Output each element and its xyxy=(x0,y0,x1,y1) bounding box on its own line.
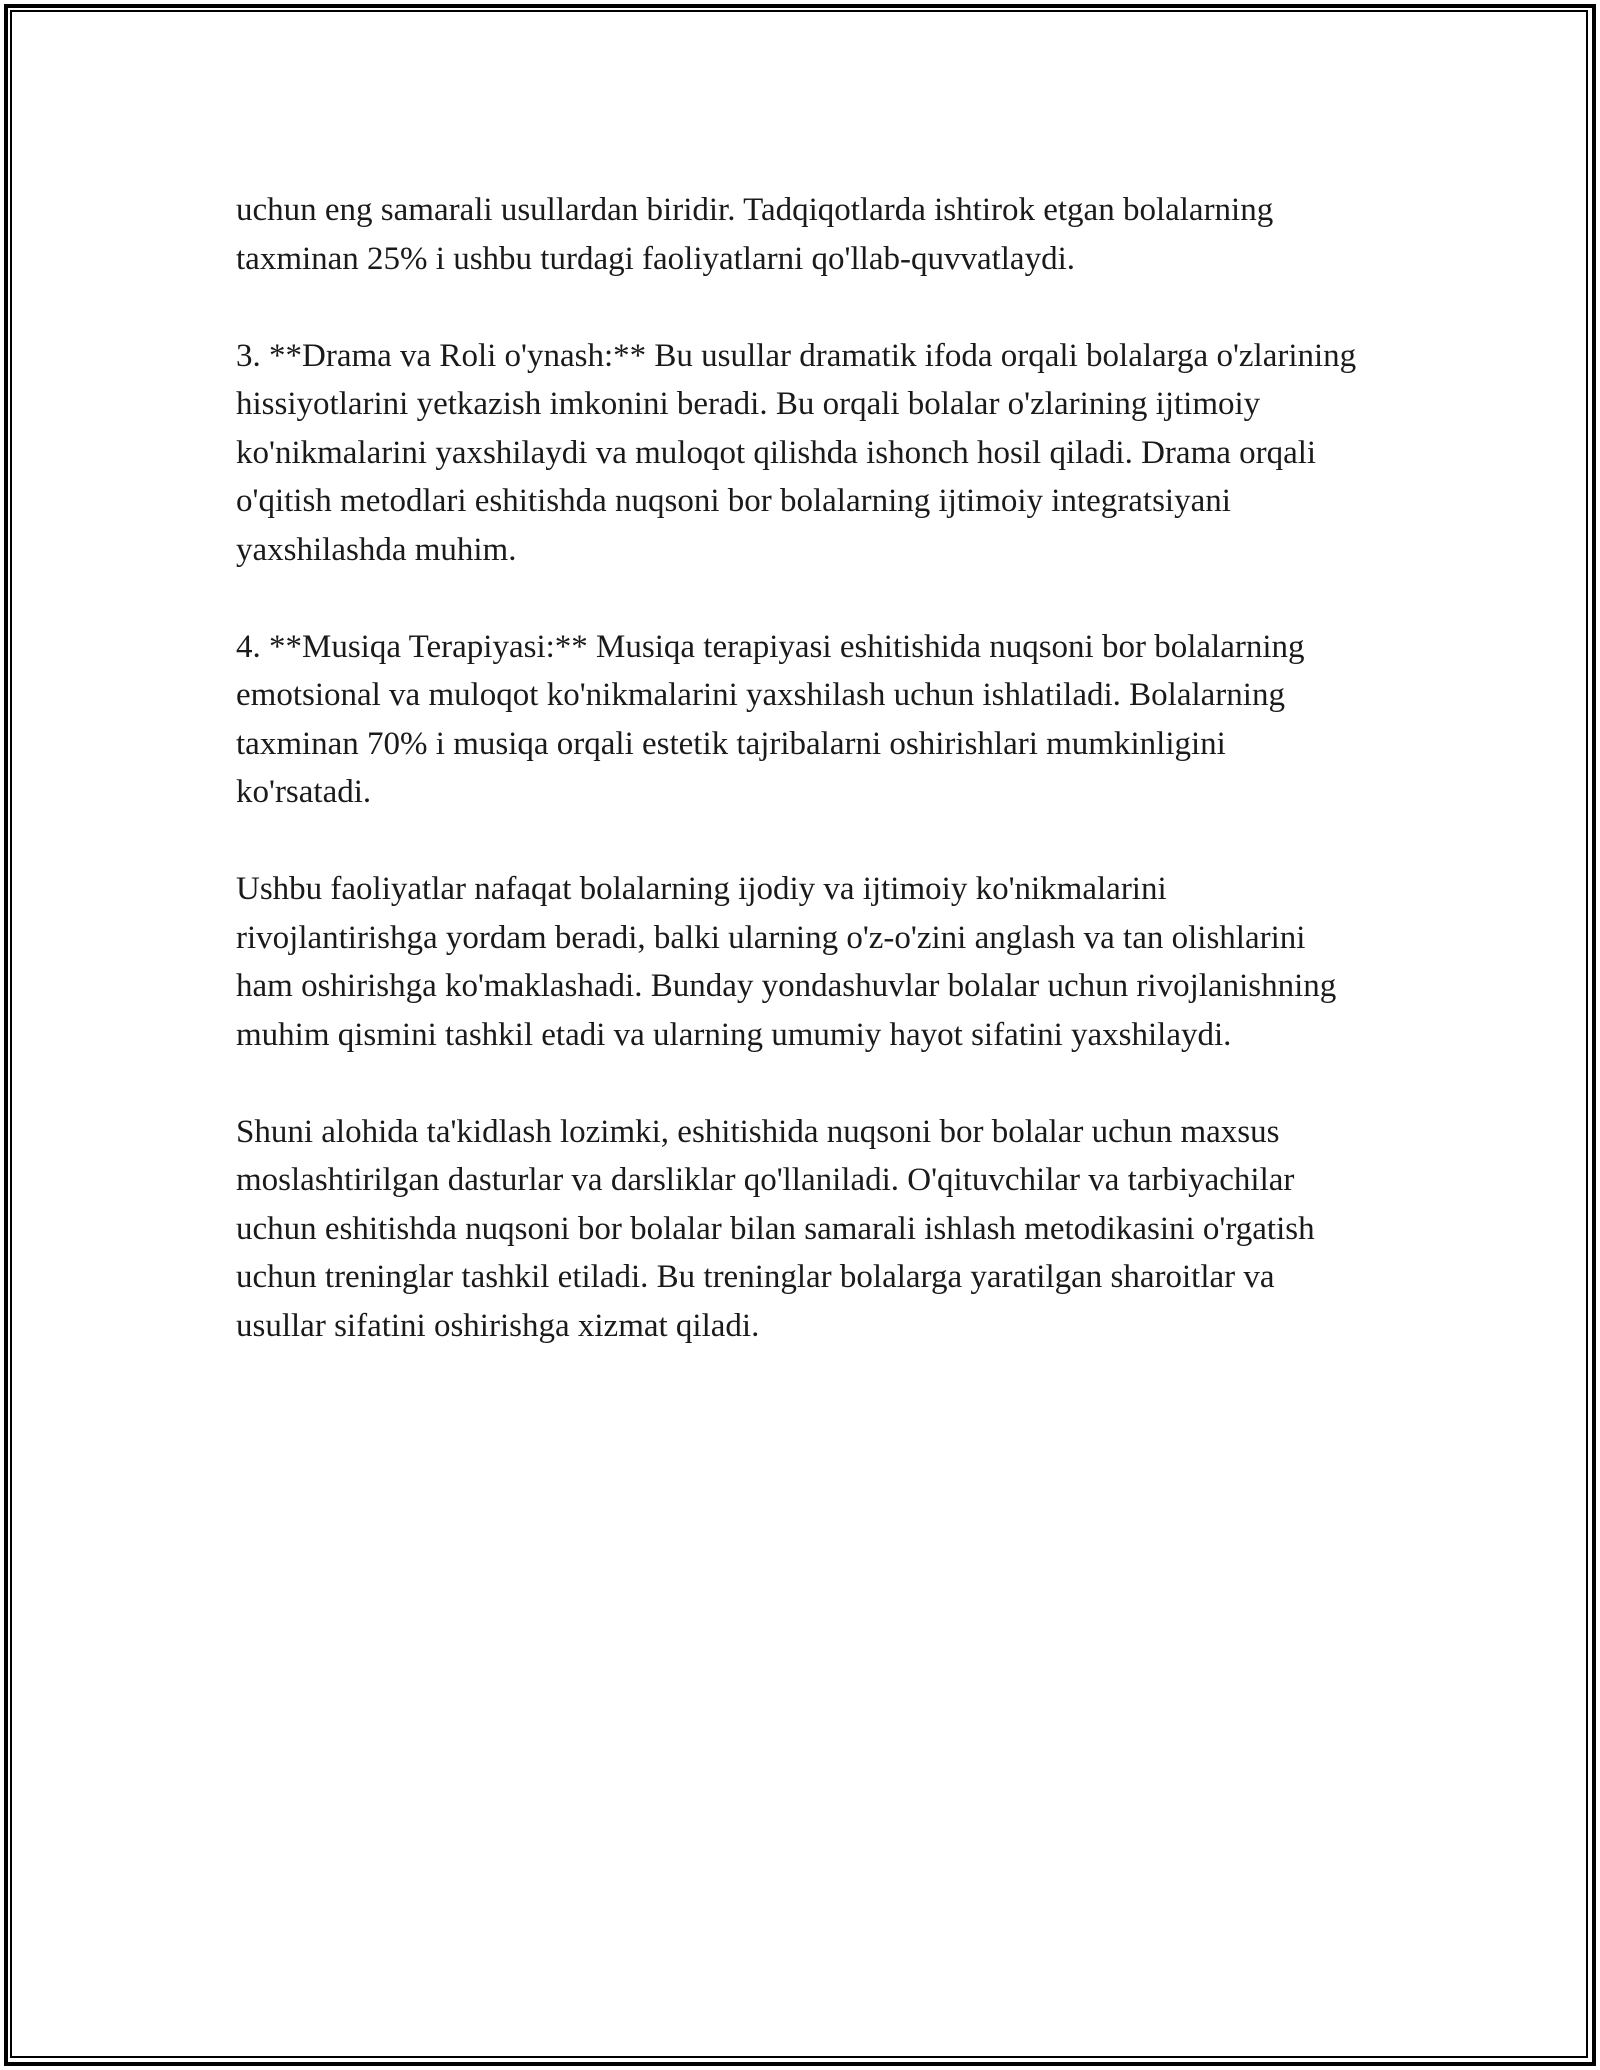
paragraph-music-therapy: 4. **Musiqa Terapiyasi:** Musiqa terapiyasi eshitishida nuqsoni bor bolalarning emotsional va muloqot ko'nikmalarini yaxshilash uchun ishlatiladi. Bolalarning taxminan 70% i musiqa orqali estetik tajribalarni oshirishlari mumkinligini ko'rsatadi. xyxy=(236,628,1305,810)
paragraph-intro-continuation: uchun eng samarali usullardan biridir. Tadqiqotlarda ishtirok etgan bolalarning taxminan 25% i ushbu turdagi faoliyatlarni qo'llab-quvvatlaydi. xyxy=(236,192,1274,277)
document-body xyxy=(236,186,1366,1399)
paragraph-activities-benefits: Ushbu faoliyatlar nafaqat bolalarning ijodiy va ijtimoiy ko'nikmalarini rivojlantirishga yordam beradi, balki ularning o'z-o'zini anglash va tan olishlarini ham oshirishga ko'maklashadi. Bunday yondashuvlar bolalar uchun rivojlanishning muhim qismini tashkil etadi va ularning umumiy hayot sifatini yaxshilaydi. xyxy=(236,871,1337,1053)
paragraph-special-programs: Shuni alohida ta'kidlash lozimki, eshitishida nuqsoni bor bolalar uchun maxsus moslashtirilgan dasturlar va darsliklar qo'llaniladi. O'qituvchilar va tarbiyachilar uchun eshitishda nuqsoni bor bolalar bilan samarali ishlash metodikasini o'rgatish uchun treninglar tashkil etiladi. Bu treninglar bolalarga yaratilgan sharoitlar va usullar sifatini oshirishga xizmat qiladi. xyxy=(236,1113,1315,1344)
paragraph-drama-roleplay: 3. **Drama va Roli o'ynash:** Bu usullar dramatik ifoda orqali bolalarga o'zlarining hissiyotlarini yetkazish imkonini beradi. Bu orqali bolalar o'zlarining ijtimoiy ko'nikmalarini yaxshilaydi va muloqot qilishda ishonch hosil qiladi. Drama orqali o'qitish metodlari eshitishda nuqsoni bor bolalarning ijtimoiy integratsiyani yaxshilashda muhim. xyxy=(236,337,1357,568)
